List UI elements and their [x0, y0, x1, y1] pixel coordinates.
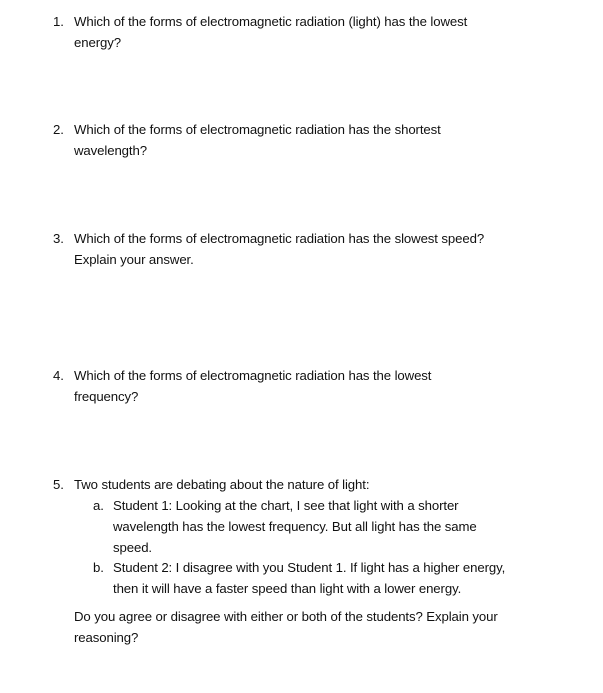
- question-text: [74, 11, 554, 53]
- subitem-line: wavelength has the lowest frequency. But all light has the same: [113, 519, 477, 534]
- question-number: 1.: [53, 14, 64, 29]
- question-number: 3.: [53, 231, 64, 246]
- question-text: [74, 365, 554, 407]
- question-line: wavelength?: [74, 143, 147, 158]
- question-line: Explain your answer.: [74, 252, 194, 267]
- question-line: Which of the forms of electromagnetic radiation (light) has the lowest: [74, 14, 468, 29]
- question-line: energy?: [74, 35, 121, 50]
- question-number: 4.: [53, 368, 64, 383]
- subitem-line: then it will have a faster speed than light with a lower energy.: [113, 581, 462, 596]
- question-line: Which of the forms of electromagnetic radiation has the shortest: [74, 122, 441, 137]
- question-number: 2.: [53, 122, 64, 137]
- question-number: 5.: [53, 477, 64, 492]
- question-line: Which of the forms of electromagnetic radiation has the lowest: [74, 368, 432, 383]
- followup-line: reasoning?: [74, 630, 139, 645]
- followup-text: [74, 606, 554, 648]
- subitem-line: Student 1: Looking at the chart, I see that light with a shorter: [113, 498, 459, 513]
- subitem-text: [113, 495, 563, 558]
- question-line: Two students are debating about the nature of light:: [74, 477, 370, 492]
- followup-line: Do you agree or disagree with either or both of the students? Explain your: [74, 609, 498, 624]
- subitem-line: speed.: [113, 540, 152, 555]
- subitem-letter: b.: [93, 560, 104, 575]
- question-text: [74, 228, 554, 270]
- question-text: [74, 119, 554, 161]
- subitem-text: [113, 557, 563, 599]
- subitem-letter: a.: [93, 498, 104, 513]
- question-line: Which of the forms of electromagnetic radiation has the slowest speed?: [74, 231, 485, 246]
- subitem-line: Student 2: I disagree with you Student 1. If light has a higher energy,: [113, 560, 506, 575]
- question-text: [74, 474, 554, 495]
- question-line: frequency?: [74, 389, 139, 404]
